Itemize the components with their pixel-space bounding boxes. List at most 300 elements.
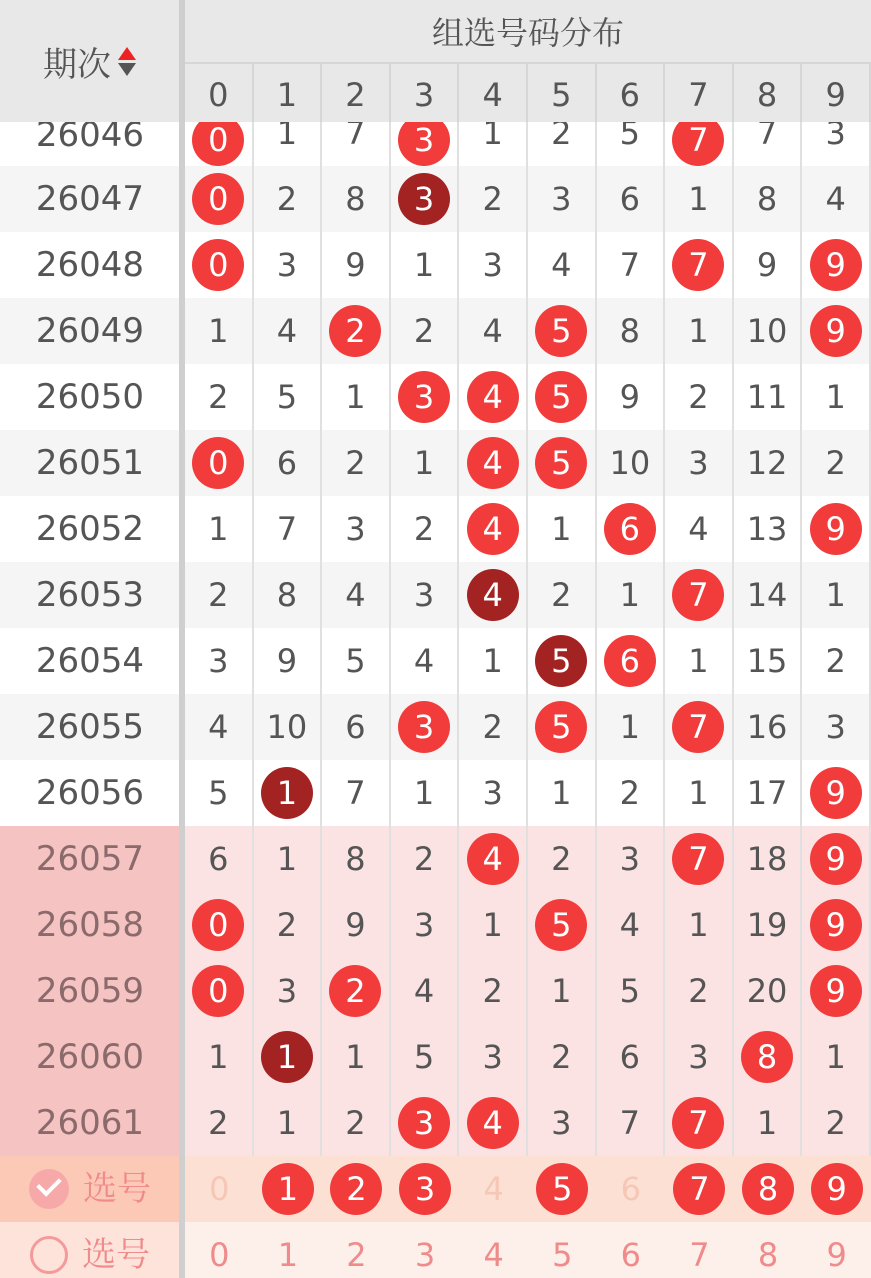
miss-count: 3 xyxy=(413,906,435,944)
miss-count: 4 xyxy=(276,312,298,350)
miss-count: 1 xyxy=(482,122,503,152)
period-number: 26061 xyxy=(0,1090,180,1156)
miss-count: 1 xyxy=(551,510,572,548)
distribution-header xyxy=(185,0,871,122)
table-cell xyxy=(185,760,254,826)
table-cell xyxy=(322,1090,391,1156)
pick-digit-cell[interactable] xyxy=(391,1222,460,1278)
miss-count: 5 xyxy=(208,774,229,812)
pick-digit-cell[interactable] xyxy=(802,1156,871,1222)
pick-digit-cell[interactable] xyxy=(802,1222,871,1278)
table-cell xyxy=(665,298,734,364)
miss-count: 2 xyxy=(345,444,366,482)
table-cell xyxy=(665,122,734,166)
number-ball: 3 xyxy=(398,371,450,423)
miss-count: 2 xyxy=(825,642,846,680)
miss-count: 2 xyxy=(551,576,572,614)
table-cell xyxy=(322,562,391,628)
table-cell xyxy=(528,232,597,298)
miss-count: 11 xyxy=(746,378,788,416)
miss-count: 5 xyxy=(345,642,366,680)
table-cell xyxy=(254,232,323,298)
number-ball: 4 xyxy=(467,1097,519,1149)
miss-count: 2 xyxy=(276,180,298,218)
period-number: 26056 xyxy=(35,773,145,813)
number-ball: 8 xyxy=(741,1031,793,1083)
table-cell xyxy=(459,826,528,892)
miss-count: 7 xyxy=(619,246,641,284)
miss-count: 1 xyxy=(825,576,846,614)
table-cell xyxy=(802,430,871,496)
miss-count: 2 xyxy=(413,510,435,548)
miss-count: 2 xyxy=(482,972,503,1010)
table-cell xyxy=(802,496,871,562)
table-cell xyxy=(597,958,666,1024)
table-cell xyxy=(802,628,871,694)
pick-digit-cell[interactable] xyxy=(185,1222,254,1278)
period-number: 26057 xyxy=(0,826,180,892)
miss-count: 5 xyxy=(276,378,298,416)
period-number: 26046 xyxy=(35,122,145,155)
table-cell xyxy=(665,958,734,1024)
period-number: 26059 xyxy=(0,958,180,1024)
table-cell xyxy=(391,232,460,298)
period-number: 26052 xyxy=(35,509,145,549)
table-row xyxy=(0,364,871,430)
table-cell xyxy=(185,958,254,1024)
miss-count: 9 xyxy=(756,246,778,284)
miss-count: 7 xyxy=(689,1236,710,1274)
miss-count: 1 xyxy=(208,1038,229,1076)
table-cell xyxy=(391,694,460,760)
table-cell xyxy=(802,1024,871,1090)
table-cell xyxy=(459,1024,528,1090)
table-cell xyxy=(734,892,803,958)
miss-count: 1 xyxy=(619,708,641,746)
table-cell xyxy=(322,232,391,298)
table-cell xyxy=(254,496,323,562)
table-cell xyxy=(528,1090,597,1156)
pick-digit-cell[interactable] xyxy=(322,1222,391,1278)
miss-count: 1 xyxy=(825,378,846,416)
pick-toggle[interactable] xyxy=(0,1156,180,1222)
number-ball: 9 xyxy=(810,767,862,819)
table-cell xyxy=(597,892,666,958)
table-cell xyxy=(254,1090,323,1156)
pick-digit-cell[interactable] xyxy=(597,1222,666,1278)
miss-count: 1 xyxy=(277,1236,299,1274)
table-cell xyxy=(254,694,323,760)
pick-digit-cell[interactable] xyxy=(597,1156,666,1222)
table-cell xyxy=(391,760,460,826)
miss-count: 5 xyxy=(552,1236,573,1274)
miss-count: 6 xyxy=(208,840,229,878)
number-ball: 7 xyxy=(672,122,724,166)
table-cell xyxy=(459,298,528,364)
number-ball: 6 xyxy=(604,503,656,555)
miss-count: 6 xyxy=(620,1170,642,1208)
miss-count: 1 xyxy=(688,774,709,812)
number-ball: 0 xyxy=(192,965,244,1017)
number-ball: 4 xyxy=(467,371,519,423)
pick-digit-cell[interactable] xyxy=(322,1156,391,1222)
number-ball: 3 xyxy=(398,173,450,225)
number-ball: 3 xyxy=(399,1163,451,1215)
miss-count: 7 xyxy=(345,122,366,152)
table-cell xyxy=(185,826,254,892)
table-cell xyxy=(391,298,460,364)
number-ball: 7 xyxy=(672,569,724,621)
miss-count: 6 xyxy=(276,444,298,482)
digit-header-9: 9 xyxy=(802,64,871,122)
table-cell xyxy=(185,628,254,694)
pick-digit-cell[interactable] xyxy=(734,1156,803,1222)
table-cell xyxy=(185,892,254,958)
miss-count: 1 xyxy=(688,642,709,680)
number-ball: 7 xyxy=(672,701,724,753)
miss-count: 7 xyxy=(619,1104,641,1142)
miss-count: 1 xyxy=(413,774,435,812)
table-cell xyxy=(322,430,391,496)
table-cell xyxy=(597,430,666,496)
miss-count: 2 xyxy=(551,1038,572,1076)
pick-label: 选号 xyxy=(82,1235,150,1275)
miss-count: 1 xyxy=(345,378,366,416)
period-number: 26048 xyxy=(35,245,145,285)
table-cell xyxy=(528,760,597,826)
miss-count: 1 xyxy=(276,840,298,878)
miss-count: 6 xyxy=(619,1038,641,1076)
number-ball: 5 xyxy=(535,305,587,357)
table-cell xyxy=(597,122,666,166)
table-cell xyxy=(185,562,254,628)
miss-count: 10 xyxy=(266,708,308,746)
table-row xyxy=(0,298,871,364)
miss-count: 3 xyxy=(345,510,366,548)
number-ball: 1 xyxy=(261,767,313,819)
number-ball: 5 xyxy=(535,437,587,489)
pick-digit-cell[interactable] xyxy=(254,1156,323,1222)
miss-count: 5 xyxy=(619,122,641,152)
table-cell xyxy=(597,298,666,364)
number-ball: 1 xyxy=(262,1163,314,1215)
number-ball: 4 xyxy=(467,569,519,621)
table-row xyxy=(0,892,871,958)
table-cell xyxy=(528,694,597,760)
number-ball: 5 xyxy=(535,701,587,753)
pick-digit-cell[interactable] xyxy=(734,1222,803,1278)
miss-count: 9 xyxy=(276,642,298,680)
pick-digit-cell[interactable] xyxy=(665,1156,734,1222)
period-header-label: 期次 xyxy=(43,44,111,85)
table-cell xyxy=(528,364,597,430)
table-cell xyxy=(322,760,391,826)
period-number: 26047 xyxy=(35,179,145,219)
table-cell xyxy=(528,430,597,496)
table-cell xyxy=(665,232,734,298)
table-cell xyxy=(185,1024,254,1090)
table-cell xyxy=(665,562,734,628)
table-cell xyxy=(802,1090,871,1156)
miss-count: 2 xyxy=(208,378,229,416)
table-cell xyxy=(254,1024,323,1090)
table-cell xyxy=(528,496,597,562)
pick-digit-cell[interactable] xyxy=(528,1156,597,1222)
miss-count: 9 xyxy=(345,246,366,284)
miss-count: 15 xyxy=(746,642,788,680)
table-cell xyxy=(734,298,803,364)
table-cell xyxy=(802,892,871,958)
table-cell xyxy=(322,166,391,232)
table-cell xyxy=(185,232,254,298)
number-ball: 4 xyxy=(467,833,519,885)
table-cell xyxy=(185,298,254,364)
miss-count: 2 xyxy=(482,708,503,746)
table-cell xyxy=(391,1024,460,1090)
digit-header-1: 1 xyxy=(254,64,323,122)
number-ball: 2 xyxy=(329,965,381,1017)
miss-count: 2 xyxy=(276,906,298,944)
table-cell xyxy=(665,430,734,496)
table-cell xyxy=(597,364,666,430)
miss-count: 1 xyxy=(208,312,229,350)
miss-count: 2 xyxy=(825,1104,846,1142)
table-cell xyxy=(391,364,460,430)
table-cell xyxy=(254,892,323,958)
number-ball: 7 xyxy=(673,1163,725,1215)
sort-icon[interactable] xyxy=(117,44,137,78)
miss-count: 9 xyxy=(345,906,366,944)
table-cell xyxy=(322,826,391,892)
pick-toggle[interactable] xyxy=(0,1222,180,1278)
miss-count: 5 xyxy=(413,1038,435,1076)
table-cell xyxy=(185,122,254,166)
miss-count: 3 xyxy=(688,1038,709,1076)
table-row xyxy=(0,694,871,760)
table-cell xyxy=(802,166,871,232)
table-cell xyxy=(734,760,803,826)
table-cell xyxy=(391,892,460,958)
table-cell xyxy=(734,122,803,166)
table-cell xyxy=(734,364,803,430)
table-cell xyxy=(734,694,803,760)
pick-digit-cell[interactable] xyxy=(665,1222,734,1278)
pick-row[interactable] xyxy=(0,1156,871,1222)
period-number: 26058 xyxy=(0,892,180,958)
period-number: 26051 xyxy=(35,443,145,483)
pick-digit-cell[interactable] xyxy=(391,1156,460,1222)
pick-digit-cell[interactable] xyxy=(459,1222,528,1278)
miss-count: 6 xyxy=(345,708,366,746)
miss-count: 3 xyxy=(482,246,503,284)
digit-header-4: 4 xyxy=(459,64,528,122)
digit-header-row xyxy=(185,64,871,122)
digit-header-3: 3 xyxy=(391,64,460,122)
miss-count: 1 xyxy=(413,246,435,284)
table-cell xyxy=(802,122,871,166)
table-cell xyxy=(391,562,460,628)
table-cell xyxy=(459,122,528,166)
miss-count: 4 xyxy=(208,708,229,746)
miss-count: 2 xyxy=(688,378,709,416)
table-cell xyxy=(459,694,528,760)
miss-count: 1 xyxy=(825,1038,846,1076)
table-cell xyxy=(185,1090,254,1156)
number-ball: 1 xyxy=(261,1031,313,1083)
table-cell xyxy=(528,1024,597,1090)
table-row xyxy=(0,958,871,1024)
table-row xyxy=(0,122,871,166)
table-row xyxy=(0,1090,871,1156)
table-cell xyxy=(322,298,391,364)
number-ball: 3 xyxy=(398,1097,450,1149)
table-cell xyxy=(254,628,323,694)
miss-count: 8 xyxy=(345,840,366,878)
number-ball: 3 xyxy=(398,701,450,753)
table-cell xyxy=(322,122,391,166)
digit-header-7: 7 xyxy=(665,64,734,122)
miss-count: 2 xyxy=(208,1104,229,1142)
table-cell xyxy=(528,562,597,628)
number-ball: 9 xyxy=(810,239,862,291)
number-ball: 9 xyxy=(810,833,862,885)
table-cell xyxy=(528,298,597,364)
table-cell xyxy=(459,232,528,298)
number-ball: 0 xyxy=(192,899,244,951)
table-cell xyxy=(802,826,871,892)
table-cell xyxy=(597,1024,666,1090)
table-cell xyxy=(254,760,323,826)
digit-header-8: 8 xyxy=(734,64,803,122)
table-cell xyxy=(459,892,528,958)
pick-digit-cell[interactable] xyxy=(459,1156,528,1222)
table-cell xyxy=(528,166,597,232)
table-cell xyxy=(254,958,323,1024)
period-header[interactable] xyxy=(0,0,180,122)
number-ball: 8 xyxy=(742,1163,794,1215)
pick-digit-cell[interactable] xyxy=(528,1222,597,1278)
miss-count: 4 xyxy=(483,1170,504,1208)
miss-count: 4 xyxy=(413,972,435,1010)
miss-count: 4 xyxy=(345,576,366,614)
table-cell xyxy=(391,166,460,232)
table-cell xyxy=(734,1024,803,1090)
table-cell xyxy=(459,364,528,430)
table-cell xyxy=(391,430,460,496)
number-ball: 0 xyxy=(192,122,244,166)
miss-count: 8 xyxy=(276,576,298,614)
miss-count: 12 xyxy=(746,444,788,482)
pick-digit-cell[interactable] xyxy=(254,1222,323,1278)
digit-header-6: 6 xyxy=(597,64,666,122)
miss-count: 2 xyxy=(208,576,229,614)
empty-circle-icon[interactable] xyxy=(30,1236,68,1274)
miss-count: 1 xyxy=(756,1104,778,1142)
number-ball: 0 xyxy=(192,437,244,489)
pick-row[interactable] xyxy=(0,1222,871,1278)
period-number: 26053 xyxy=(35,575,145,615)
table-cell xyxy=(459,166,528,232)
number-ball: 5 xyxy=(535,635,587,687)
miss-count: 4 xyxy=(551,246,572,284)
miss-count: 1 xyxy=(688,312,709,350)
number-ball: 2 xyxy=(330,1163,382,1215)
table-cell xyxy=(391,496,460,562)
table-cell xyxy=(802,364,871,430)
table-cell xyxy=(734,166,803,232)
table-row xyxy=(0,232,871,298)
check-circle-icon[interactable] xyxy=(29,1169,69,1209)
table-row xyxy=(0,1024,871,1090)
miss-count: 9 xyxy=(826,1236,847,1274)
table-cell xyxy=(528,826,597,892)
table-row xyxy=(0,628,871,694)
miss-count: 19 xyxy=(746,906,788,944)
table-cell xyxy=(802,958,871,1024)
table-cell xyxy=(459,958,528,1024)
miss-count: 8 xyxy=(757,1236,779,1274)
pick-digit-cell[interactable] xyxy=(185,1156,254,1222)
number-ball: 4 xyxy=(467,437,519,489)
miss-count: 6 xyxy=(619,180,641,218)
table-cell xyxy=(802,694,871,760)
number-ball: 4 xyxy=(467,503,519,555)
table-cell xyxy=(665,694,734,760)
table-cell xyxy=(322,892,391,958)
table-cell xyxy=(665,1024,734,1090)
table-cell xyxy=(391,958,460,1024)
miss-count: 1 xyxy=(688,906,709,944)
miss-count: 2 xyxy=(413,312,435,350)
table-cell xyxy=(597,628,666,694)
table-cell xyxy=(802,562,871,628)
miss-count: 3 xyxy=(276,972,298,1010)
table-cell xyxy=(597,232,666,298)
table-cell xyxy=(802,232,871,298)
table-cell xyxy=(322,694,391,760)
miss-count: 1 xyxy=(482,642,503,680)
miss-count: 2 xyxy=(551,122,572,152)
table-cell xyxy=(665,826,734,892)
table-cell xyxy=(254,364,323,430)
table-cell xyxy=(391,826,460,892)
table-cell xyxy=(665,496,734,562)
table-cell xyxy=(459,1090,528,1156)
table-cell xyxy=(597,694,666,760)
miss-count: 9 xyxy=(619,378,641,416)
miss-count: 2 xyxy=(413,840,435,878)
table-row xyxy=(0,760,871,826)
miss-count: 4 xyxy=(825,180,846,218)
miss-count: 3 xyxy=(551,1104,572,1142)
period-number: 26049 xyxy=(35,311,145,351)
period-number: 26054 xyxy=(35,641,145,681)
table-cell xyxy=(322,1024,391,1090)
table-cell xyxy=(597,166,666,232)
number-ball: 9 xyxy=(810,305,862,357)
miss-count: 7 xyxy=(345,774,366,812)
table-cell xyxy=(734,562,803,628)
table-cell xyxy=(322,958,391,1024)
miss-count: 3 xyxy=(413,576,435,614)
miss-count: 2 xyxy=(825,444,846,482)
period-number: 26060 xyxy=(0,1024,180,1090)
table-cell xyxy=(734,1090,803,1156)
table-cell xyxy=(459,628,528,694)
miss-count: 3 xyxy=(414,1236,436,1274)
miss-count: 3 xyxy=(619,840,641,878)
table-cell xyxy=(734,958,803,1024)
